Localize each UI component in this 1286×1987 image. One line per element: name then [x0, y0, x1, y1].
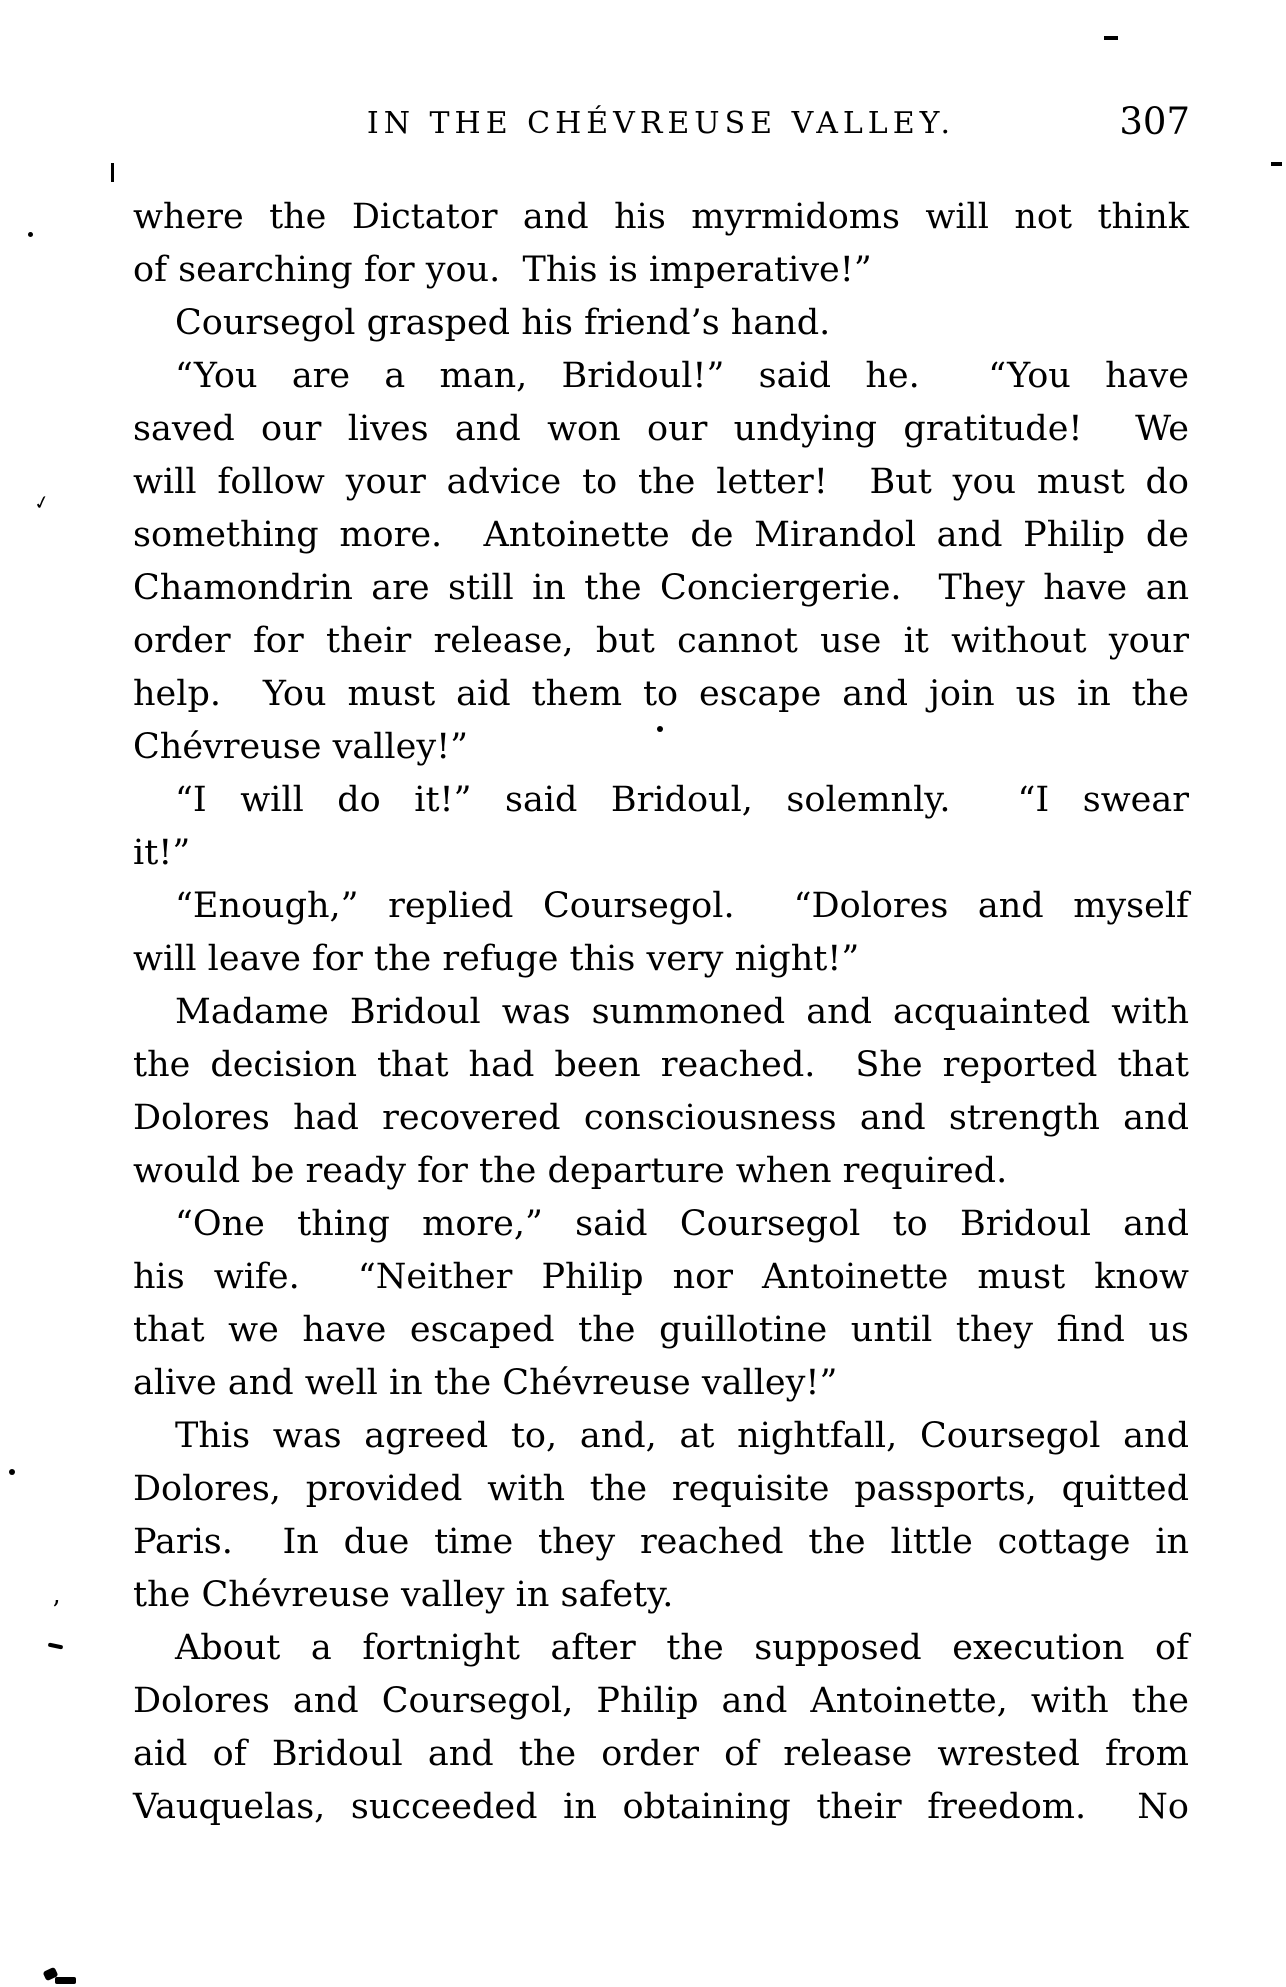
text-line: “I will do it!” said Bridoul, solemnly. “I swear [175, 780, 1189, 820]
text-line: that we have escaped the guillotine until they find us [133, 1310, 1189, 1350]
text-line: Dolores and Coursegol, Philip and Antoinette, with the [133, 1681, 1189, 1721]
stray-dot-mid [657, 726, 663, 732]
text-line: will follow your advice to the letter! But you must do [133, 462, 1189, 502]
text-line: Chévreuse valley!” [133, 727, 469, 767]
text-line: Dolores had recovered consciousness and strength and [133, 1098, 1189, 1138]
text-line: it!” [133, 833, 191, 873]
text-line: will leave for the refuge this very night!” [133, 939, 860, 979]
text-line: of searching for you. This is imperative!” [133, 250, 872, 290]
text-line: something more. Antoinette de Mirandol and Philip de [133, 515, 1189, 555]
page-number: 307 [1119, 100, 1190, 143]
margin-check-mark: ✓ [31, 490, 52, 516]
text-line: the decision that had been reached. She reported that [133, 1045, 1189, 1085]
text-line: order for their release, but cannot use it without your [133, 621, 1189, 661]
text-line: This was agreed to, and, at nightfall, Coursegol and [175, 1416, 1189, 1456]
text-line: Madame Bridoul was summoned and acquainted with [175, 992, 1189, 1032]
right-edge-dash [1271, 162, 1282, 166]
body-text [133, 191, 1189, 1834]
text-line: alive and well in the Chévreuse valley!” [133, 1363, 838, 1403]
running-title: IN THE CHÉVREUSE VALLEY. [366, 106, 956, 141]
margin-grave-mark [48, 1642, 64, 1649]
bottom-smudge-b [55, 1977, 76, 1984]
text-line: “You are a man, Bridoul!” said he. “You have [175, 356, 1189, 396]
margin-tick-mark [111, 163, 114, 182]
text-line: Vauquelas, succeeded in obtaining their freedom. No [133, 1787, 1189, 1827]
text-line: Chamondrin are still in the Conciergerie. They have an [133, 568, 1189, 608]
margin-quote-mark: ’ [52, 1596, 61, 1626]
text-line: About a fortnight after the supposed execution of [175, 1628, 1189, 1668]
text-line: saved our lives and won our undying gratitude! We [133, 409, 1189, 449]
text-line: help. You must aid them to escape and join us in the [133, 674, 1189, 714]
text-line: the Chévreuse valley in safety. [133, 1575, 674, 1615]
text-line: “One thing more,” said Coursegol to Bridoul and [175, 1204, 1189, 1244]
text-line: Dolores, provided with the requisite passports, quitted [133, 1469, 1189, 1509]
margin-speck-left [9, 1469, 15, 1475]
text-line: his wife. “Neither Philip nor Antoinette must know [133, 1257, 1189, 1297]
top-right-dash [1104, 36, 1118, 40]
text-line: Paris. In due time they reached the little cottage in [133, 1522, 1189, 1562]
text-line: “Enough,” replied Coursegol. “Dolores and myself [175, 886, 1189, 926]
text-line: Coursegol grasped his friend’s hand. [175, 303, 831, 343]
text-line: where the Dictator and his myrmidoms will not think [133, 197, 1189, 237]
text-line: would be ready for the departure when required. [133, 1151, 1008, 1191]
margin-speck-top [28, 232, 33, 237]
text-line: aid of Bridoul and the order of release wrested from [133, 1734, 1189, 1774]
